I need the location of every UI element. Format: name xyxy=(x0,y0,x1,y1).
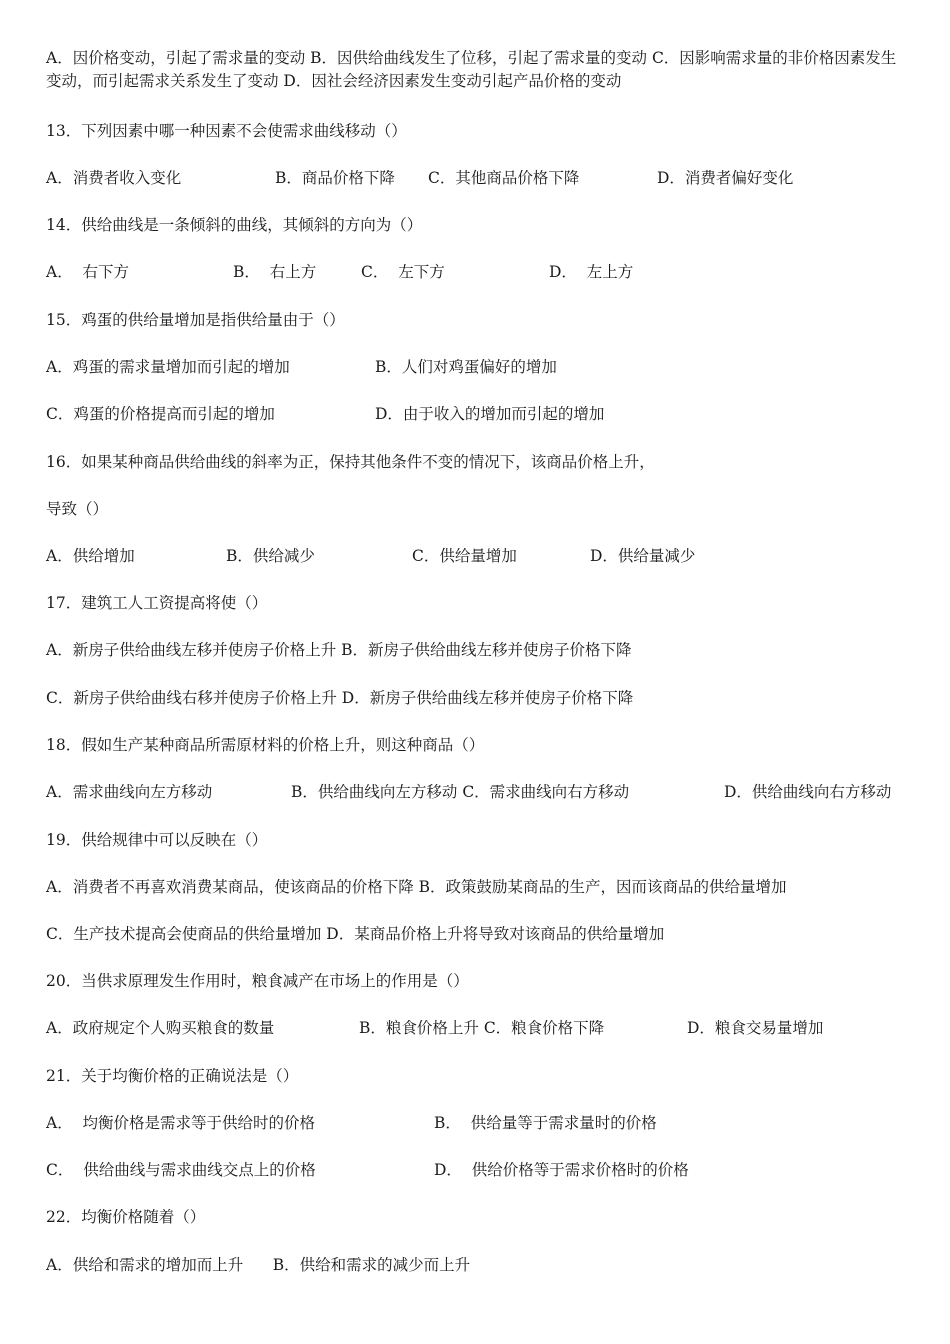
q12-options: A．因价格变动，引起了需求量的变动 B．因供给曲线发生了位移，引起了需求量的变动 C．因影响需求量的非价格因素发生变动，而引起需求关系发生了变动 D．因社会经济因素发生变动引起产品价格的变动 xyxy=(46,49,897,90)
question-14: 14．供给曲线是一条倾斜的曲线，其倾斜的方向为（） xyxy=(46,216,423,234)
question-21: 21．关于均衡价格的正确说法是（） xyxy=(46,1067,299,1085)
q13-option-a: A．消费者收入变化 xyxy=(46,169,182,187)
q13-option-b: B．商品价格下降 xyxy=(275,169,395,187)
question-15: 15．鸡蛋的供给量增加是指供给量由于（） xyxy=(46,311,345,329)
q18-option-a: A．需求曲线向左方移动 xyxy=(46,783,213,801)
question-22: 22．均衡价格随着（） xyxy=(46,1208,206,1226)
q16-option-c: C．供给量增加 xyxy=(412,547,517,565)
q13-option-d: D．消费者偏好变化 xyxy=(657,169,794,187)
q21-option-c: C． 供给曲线与需求曲线交点上的价格 xyxy=(46,1161,316,1179)
q14-option-b: B． 右上方 xyxy=(233,263,317,281)
q21-option-b: B． 供给量等于需求量时的价格 xyxy=(434,1114,657,1132)
q19-options-cd: C．生产技术提高会使商品的供给量增加 D．某商品价格上升将导致对该商品的供给量增加 xyxy=(46,925,665,943)
q20-option-a: A．政府规定个人购买粮食的数量 xyxy=(46,1019,275,1037)
question-17: 17．建筑工人工资提高将使（） xyxy=(46,594,268,612)
q20-option-d: D．粮食交易量增加 xyxy=(687,1019,824,1037)
q22-options-ab: A．供给和需求的增加而上升 B．供给和需求的减少而上升 xyxy=(46,1256,471,1274)
q16-option-d: D．供给量减少 xyxy=(590,547,696,565)
q17-options-ab: A．新房子供给曲线左移并使房子价格上升 B．新房子供给曲线左移并使房子价格下降 xyxy=(46,641,632,659)
q19-options-ab: A．消费者不再喜欢消费某商品，使该商品的价格下降 B．政策鼓励某商品的生产，因而该商品的供给量增加 xyxy=(46,878,787,896)
q20-options-bc: B．粮食价格上升 C．粮食价格下降 xyxy=(359,1019,605,1037)
q21-option-a: A． 均衡价格是需求等于供给时的价格 xyxy=(46,1114,316,1132)
question-19: 19．供给规律中可以反映在（） xyxy=(46,831,268,849)
q17-options-cd: C．新房子供给曲线右移并使房子价格上升 D．新房子供给曲线左移并使房子价格下降 xyxy=(46,689,634,707)
question-13: 13．下列因素中哪一种因素不会使需求曲线移动（） xyxy=(46,122,407,140)
question-20: 20．当供求原理发生作用时，粮食减产在市场上的作用是（） xyxy=(46,972,469,990)
q14-option-d: D． 左上方 xyxy=(549,263,634,281)
q21-option-d: D． 供给价格等于需求价格时的价格 xyxy=(434,1161,689,1179)
q13-option-c: C．其他商品价格下降 xyxy=(428,169,580,187)
q16-option-b: B．供给减少 xyxy=(226,547,315,565)
q14-option-c: C． 左下方 xyxy=(361,263,445,281)
q16-option-a: A．供给增加 xyxy=(46,547,135,565)
q15-option-c: C．鸡蛋的价格提高而引起的增加 xyxy=(46,405,275,423)
q14-option-a: A． 右下方 xyxy=(46,263,130,281)
q18-option-d: D．供给曲线向右方移动 xyxy=(724,783,892,801)
q15-option-a: A．鸡蛋的需求量增加而引起的增加 xyxy=(46,358,290,376)
q15-option-d: D．由于收入的增加而引起的增加 xyxy=(375,405,605,423)
question-16-line-2: 导致（） xyxy=(46,500,109,518)
question-18: 18．假如生产某种商品所需原材料的价格上升，则这种商品（） xyxy=(46,736,485,754)
q15-option-b: B．人们对鸡蛋偏好的增加 xyxy=(375,358,557,376)
question-16-line-1: 16．如果某种商品供给曲线的斜率为正，保持其他条件不变的情况下，该商品价格上升， xyxy=(46,453,655,471)
q18-options-bc: B．供给曲线向左方移动 C．需求曲线向右方移动 xyxy=(291,783,630,801)
